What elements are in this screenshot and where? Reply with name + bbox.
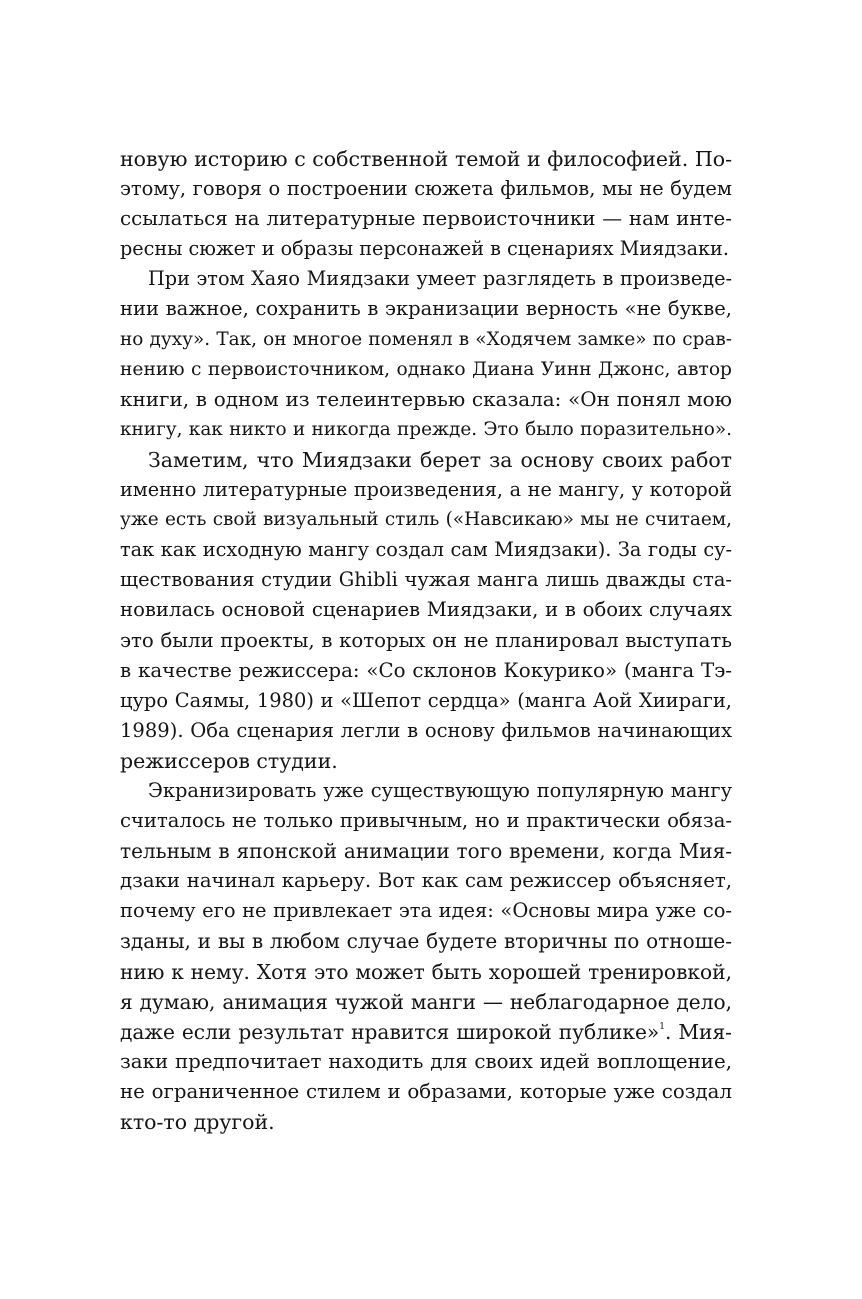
text-line: нению с первоисточником, однако Диана Уинн Джонс, автор [120, 358, 732, 380]
text-segment: даже если результат нравится широкой публике» [120, 1019, 660, 1044]
paragraph-3 [120, 445, 732, 776]
text-line: ссылаться на литературные первоисточники — нам инте- [120, 207, 732, 231]
text-line: тельным в японской анимации того времени, когда Мия- [120, 839, 732, 864]
text-line: книги, в одном из телеинтервью сказала: «Он понял мою [120, 387, 732, 411]
text-line: этому, говоря о построении сюжета фильмов, мы не будем [120, 177, 732, 201]
text-line: именно литературные произведения, а не мангу, у которой [120, 478, 732, 502]
text-line: новую историю с собственной темой и философией. По- [120, 147, 732, 171]
text-line: книгу, как никто и никогда прежде. Это было поразительно». [120, 418, 732, 440]
text-line: цуро Саямы, 1980) и «Шепот сердца» (манга Аой Хииpаги, [120, 688, 732, 712]
text-line: считалось не только привычным, но и практически обяза- [120, 809, 732, 833]
text-segment: . Мия- [665, 1019, 732, 1044]
text-line: нии важное, сохранить в экранизации верность «не букве, [120, 297, 732, 321]
paragraph-2 [120, 264, 732, 445]
text-line: это были проекты, в которых он не планировал выступать [120, 628, 732, 652]
text-line-with-footnote [120, 1017, 732, 1047]
text-line: ществования студии Ghibli чужая манга лишь дважды ста- [120, 568, 732, 592]
text-line: в качестве режиссера: «Со склонов Кокурико» (манга Тэ- [120, 658, 732, 682]
text-line: я думаю, анимация чужой манги — неблагодарное дело, [120, 989, 732, 1014]
text-line: заки предпочитает находить для своих идей воплощение, [120, 1049, 732, 1073]
text-line: При этом Хаяо Миядзаки умеет разглядеть в произведе- [148, 267, 732, 291]
text-line: так как исходную мангу создал сам Миядзаки). За годы су- [120, 538, 732, 562]
text-line: зданы, и вы в любом случае будете вторичны по отноше- [120, 929, 732, 954]
text-line: дзаки начинал карьеру. Вот как сам режиссер объясняет, [120, 869, 732, 893]
text-line: Экранизировать уже существующую популярную мангу [148, 778, 732, 802]
text-line: почему его не привлекает эта идея: «Основы мира уже со- [120, 899, 732, 923]
text-line: ресны сюжет и образы персонажей в сценариях Миядзаки. [120, 237, 729, 261]
text-line: режиссеров студии. [120, 748, 338, 773]
text-line: 1989). Оба сценария легли в основу фильмов начинающих [120, 718, 732, 742]
text-line: кто-то другой. [120, 1110, 275, 1134]
text-line: Заметим, что Миядзаки берет за основу своих работ [148, 447, 732, 472]
text-line: не ограниченное стилем и образами, которые уже создал [120, 1079, 732, 1103]
book-page [120, 144, 732, 1137]
footnote-marker[interactable]: 1 [659, 1022, 665, 1032]
text-line: нию к нему. Хотя это может быть хорошей тренировкой, [120, 959, 732, 984]
paragraph-1 [120, 144, 732, 264]
text-line: но духу». Так, он многое поменял в «Ходячем замке» по срав- [120, 328, 732, 350]
paragraph-4 [120, 776, 732, 1137]
text-line: уже есть свой визуальный стиль («Навсикаю» мы не считаем, [120, 509, 732, 531]
text-line: новилась основой сценариев Миядзаки, и в обоих случаях [120, 598, 732, 622]
